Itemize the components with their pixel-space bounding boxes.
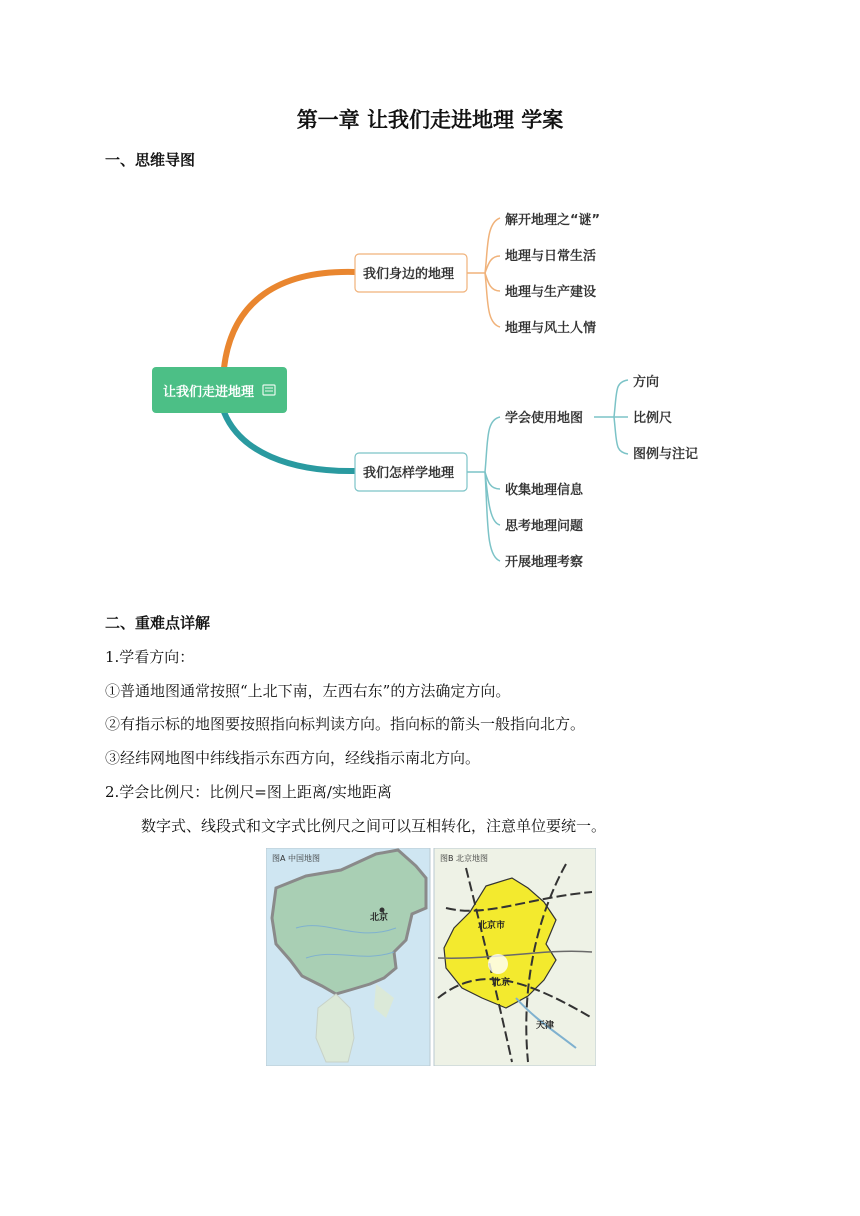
map-b-city-tianjin: 天津	[536, 1021, 555, 1031]
text-line-6: 数字式、线段式和文字式比例尺之间可以互相转化，注意单位要统一。	[141, 817, 607, 835]
map-a-city-beijing: 北京	[370, 913, 389, 923]
map-figure	[266, 848, 596, 1066]
mind-map	[0, 190, 860, 590]
branch2-child-2: 思考地理问题	[505, 519, 584, 534]
branch2-child-3: 开展地理考察	[505, 555, 584, 570]
text-line-4: ③经纬网地图中纬线指示东西方向，经线指示南北方向。	[105, 749, 481, 767]
text-line-5: 2.学会比例尺：比例尺=图上距离/实地距离	[105, 783, 392, 801]
connector-branch2	[224, 412, 355, 471]
text-line-2: ①普通地图通常按照“上北下南，左西右东”的方法确定方向。	[105, 682, 511, 700]
branch1-child-2: 地理与日常生活	[505, 249, 597, 264]
page-title: 第一章 让我们走进地理 学案	[296, 108, 564, 132]
map-b-city-beijing: 北京	[492, 978, 511, 988]
map-child-legend: 图例与注记	[633, 447, 699, 462]
map-child-direction: 方向	[633, 375, 660, 390]
text-line-1: 1.学看方向：	[105, 648, 195, 666]
branch1-label: 我们身边的地理	[363, 267, 455, 282]
connector-branch1	[224, 272, 355, 368]
section-heading-mindmap: 一、思维导图	[105, 151, 196, 169]
map-b-city-beijing-shi: 北京市	[478, 921, 506, 931]
map-b-beijing	[434, 848, 596, 1066]
branch2-map-node: 学会使用地图	[505, 411, 584, 426]
branch2-label: 我们怎样学地理	[363, 466, 455, 481]
branch1-child-4: 地理与风土人情	[505, 321, 597, 336]
text-line-3: ②有指示标的地图要按照指向标判读方向。指向标的箭头一般指向北方。	[105, 715, 586, 733]
map-a-caption: 图A 中国地图	[272, 854, 321, 863]
branch1-child-3: 地理与生产建设	[505, 285, 597, 300]
section-heading-keypoints: 二、重难点详解	[105, 614, 211, 632]
branch2-child-1: 收集地理信息	[505, 483, 584, 498]
root-node-label: 让我们走进地理	[163, 385, 255, 400]
map-a-china	[266, 848, 430, 1066]
map-b-caption: 图B 北京地图	[440, 854, 489, 863]
branch1-child-1: 解开地理之“谜”	[505, 213, 601, 228]
map-child-scale: 比例尺	[633, 411, 673, 426]
